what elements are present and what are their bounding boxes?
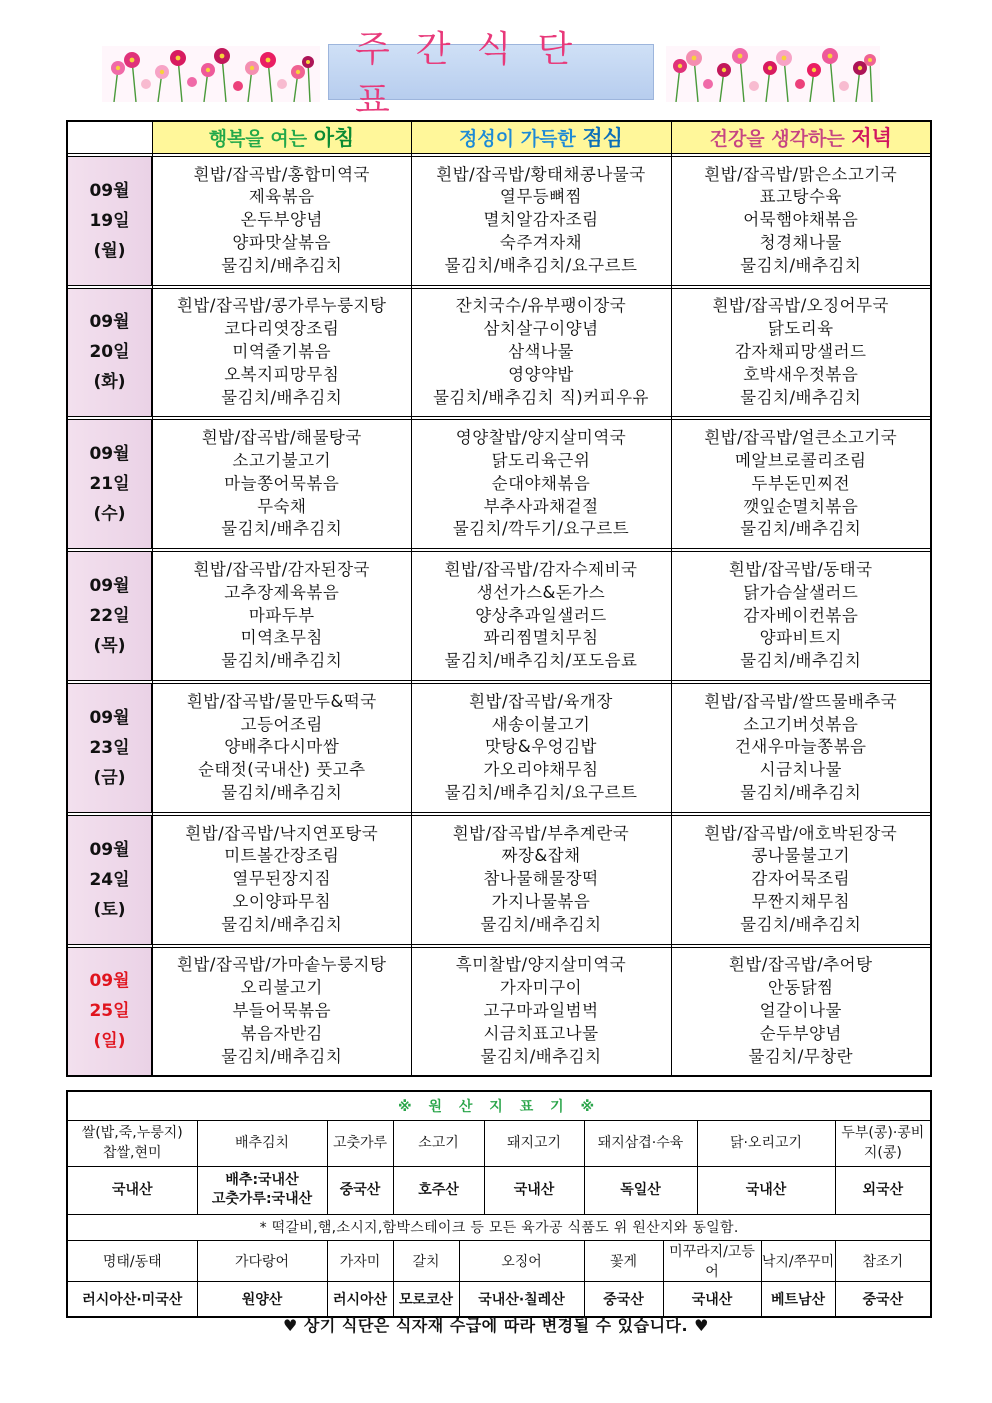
origin-head-pork-belly: 돼지삼겹·수육: [584, 1120, 697, 1166]
menu-item: 물김치/깍두기/요구르트: [452, 519, 630, 539]
dinner-cell: [671, 288, 931, 417]
day-label: [67, 947, 152, 1076]
menu-item: 양상추과일샐러드: [475, 605, 607, 625]
menu-item: 미역줄기볶음: [232, 342, 332, 362]
day-month: 09월: [89, 839, 130, 860]
menu-item: 참나물해물장떡: [483, 869, 599, 889]
menu-item: 오이양파무침: [232, 892, 332, 912]
origin-val-rice: 국내산: [67, 1166, 197, 1214]
origin-head-tofu: 두부(콩)·콩비지(콩): [835, 1120, 931, 1166]
menu-item: 무짠지채무침: [751, 892, 851, 912]
day-date: 21일: [89, 474, 130, 495]
menu-item: 고구마과일범벅: [483, 1000, 599, 1020]
menu-item: 물김치/배추김치/포도음료: [444, 651, 638, 671]
menu-item: 마파두부: [248, 605, 315, 625]
menu-item: 영양찰밥/양지살미역국: [455, 428, 627, 448]
menu-item: 흰밥/잡곡밥/육개장: [469, 691, 613, 711]
origin-head-loach: 미꾸라지/고등어: [663, 1240, 761, 1281]
menu-item: 흰밥/잡곡밥/오징어무국: [712, 296, 889, 316]
origin-val-octopus: 베트남산: [761, 1281, 835, 1317]
dinner-cell: [671, 684, 931, 813]
origin-val-bonito: 원양산: [197, 1281, 327, 1317]
menu-item: 새송이불고기: [491, 714, 591, 734]
page-title: 주간식단표: [355, 29, 599, 121]
lunch-cell: [411, 684, 671, 813]
menu-item: 닭도리육근위: [491, 451, 591, 471]
menu-item: 고추장제육볶음: [224, 582, 340, 602]
menu-item: 삼치살구이양념: [483, 319, 599, 339]
menu-item: 감자채피망샐러드: [734, 342, 867, 362]
day-date: 23일: [89, 737, 130, 758]
dinner-cell: [671, 947, 931, 1076]
menu-item: 두부돈민찌전: [751, 473, 851, 493]
menu-item: 미트볼간장조림: [224, 846, 340, 866]
dinner-cell: [671, 815, 931, 944]
origin-val-poultry: 국내산: [697, 1166, 835, 1214]
lunch-cell: [411, 947, 671, 1076]
day-weekday: (화): [93, 372, 126, 393]
menu-item: 열무된장지짐: [232, 869, 332, 889]
origin-head-beef: 소고기: [393, 1120, 484, 1166]
breakfast-cell: [152, 815, 411, 944]
menu-item: 제육볶음: [248, 187, 315, 207]
origin-val-pepper: 중국산: [327, 1166, 393, 1214]
menu-item: 삼색나물: [508, 342, 574, 362]
origin-val-flounder: 러시아산: [327, 1281, 393, 1317]
menu-item: 온두부양념: [240, 210, 323, 230]
breakfast-cell: [152, 156, 411, 285]
menu-item: 순두부양념: [759, 1023, 842, 1043]
menu-item: 흰밥/잡곡밥/물만두&떡국: [186, 691, 377, 711]
menu-item: 잔치국수/유부팽이장국: [455, 296, 627, 316]
menu-item: 물김치/배추김치: [740, 651, 862, 671]
menu-item: 닭가슴살샐러드: [743, 582, 859, 602]
menu-item: 물김치/배추김치: [740, 387, 862, 407]
menu-item: 표고탕수육: [759, 187, 842, 207]
day-month: 09월: [89, 180, 130, 201]
origin-value-row-1: [67, 1166, 931, 1214]
menu-item: 물김치/배추김치: [221, 387, 343, 407]
lunch-cell: [411, 288, 671, 417]
menu-item: 미역초무침: [240, 628, 323, 648]
menu-item: 물김치/배추김치: [221, 914, 343, 934]
menu-item: 물김치/배추김치: [740, 255, 862, 275]
menu-item: 양파비트지: [759, 628, 842, 648]
menu-item: 볶음자반김: [240, 1023, 323, 1043]
menu-item: 물김치/배추김치/요구르트: [444, 255, 638, 275]
header-blank-cell: [67, 121, 152, 153]
menu-item: 감자어묵조림: [751, 869, 851, 889]
day-weekday: (수): [93, 504, 126, 525]
menu-item: 물김치/무창란: [748, 1046, 854, 1066]
menu-item: 가오리야채무침: [483, 760, 599, 780]
flower-decoration-left-icon: [102, 46, 320, 102]
day-row: [67, 288, 931, 417]
menu-item: 흰밥/잡곡밥/감자된장국: [193, 560, 370, 580]
menu-item: 흰밥/잡곡밥/콩가루누룽지탕: [177, 296, 387, 316]
menu-item: 부들어묵볶음: [232, 1000, 332, 1020]
menu-item: 가지나물볶음: [491, 892, 591, 912]
menu-item: 흰밥/잡곡밥/해물탕국: [201, 428, 362, 448]
origin-val-tofu: 외국산: [835, 1166, 931, 1214]
menu-item: 숙주겨자채: [499, 233, 583, 253]
day-weekday: (금): [93, 767, 126, 788]
menu-item: 오복지피망무침: [224, 364, 340, 384]
menu-item: 흑미찰밥/양지살미역국: [455, 955, 627, 975]
lunch-cell: [411, 420, 671, 549]
origin-head-row-2: [67, 1240, 931, 1281]
lunch-cell: [411, 815, 671, 944]
menu-item: 마늘쫑어묵볶음: [224, 473, 340, 493]
origin-val-pork: 국내산: [484, 1166, 584, 1214]
menu-item: 순대야채볶음: [491, 473, 591, 493]
menu-item: 흰밥/잡곡밥/황태채콩나물국: [436, 164, 646, 184]
menu-item: 얼갈이나물: [759, 1000, 842, 1020]
day-row: [67, 815, 931, 944]
menu-item: 흰밥/잡곡밥/낙지연포탕국: [185, 823, 379, 843]
menu-item: 물김치/배추김치: [740, 914, 862, 934]
menu-item: 물김치/배추김치: [221, 519, 343, 539]
dinner-cell: [671, 552, 931, 681]
menu-item: 호박새우젓볶음: [743, 364, 859, 384]
menu-item: 물김치/배추김치 직)커피우유: [432, 387, 649, 407]
menu-item: 물김치/배추김치: [740, 519, 862, 539]
menu-item: 양파맛살볶음: [232, 233, 332, 253]
origin-val-loach: 국내산: [663, 1281, 761, 1317]
menu-item: 흰밥/잡곡밥/얼큰소고기국: [704, 428, 898, 448]
menu-item: 영양약밥: [508, 364, 574, 384]
day-date: 19일: [89, 210, 130, 231]
breakfast-cell: [152, 947, 411, 1076]
header-breakfast: 행복을 여는 아침: [152, 121, 411, 153]
origin-value-row-2: [67, 1281, 931, 1317]
origin-head-flounder: 가자미: [327, 1240, 393, 1281]
menu-item: 가자미구이: [499, 978, 583, 998]
lunch-cell: [411, 156, 671, 285]
menu-item: 깻잎순멸치볶음: [743, 496, 859, 516]
origin-val-hairtail: 모로코산: [393, 1281, 459, 1317]
day-row: [67, 552, 931, 681]
menu-item: 물김치/배추김치: [480, 914, 602, 934]
day-label: [67, 684, 152, 813]
dinner-cell: [671, 420, 931, 549]
origin-val-beef: 호주산: [393, 1166, 484, 1214]
origin-table: [66, 1090, 932, 1318]
origin-val-squid: 국내산·칠레산: [459, 1281, 584, 1317]
menu-item: 흰밥/잡곡밥/감자수제비국: [444, 560, 638, 580]
day-date: 25일: [89, 1001, 130, 1022]
menu-item: 안동닭찜: [767, 978, 834, 998]
footer-note: ♥ 상기 식단은 식자재 수급에 따라 변경될 수 있습니다. ♥: [283, 1316, 709, 1335]
menu-item: 물김치/배추김치: [221, 651, 343, 671]
header-dinner: 건강을 생각하는 저녁: [671, 121, 931, 153]
menu-item: 멸치알감자조림: [483, 210, 599, 230]
origin-head-pepper: 고춧가루: [327, 1120, 393, 1166]
menu-item: 오리불고기: [240, 978, 323, 998]
header-lunch: 정성이 가득한 점심: [411, 121, 671, 153]
menu-item: 고등어조림: [240, 714, 323, 734]
day-month: 09월: [89, 312, 130, 333]
day-month: 09월: [89, 444, 130, 465]
day-month: 09월: [89, 576, 130, 597]
origin-head-kimchi: 배추김치: [197, 1120, 327, 1166]
menu-item: 물김치/배추김치: [221, 1046, 343, 1066]
menu-item: 생선가스&돈가스: [476, 582, 606, 602]
day-row: [67, 947, 931, 1076]
menu-item: 짜장&잡채: [501, 846, 581, 866]
day-label: [67, 552, 152, 681]
menu-item: 메알브로콜리조림: [734, 451, 867, 471]
menu-item: 감자베이컨볶음: [743, 605, 859, 625]
weekly-menu-table: [66, 120, 932, 1077]
origin-head-pollock: 명태/동태: [67, 1240, 197, 1281]
title-banner: [328, 29, 654, 121]
menu-item: 양배추다시마쌈: [224, 737, 340, 757]
lunch-cell: [411, 552, 671, 681]
breakfast-cell: [152, 420, 411, 549]
day-row: [67, 156, 931, 285]
day-row: [67, 420, 931, 549]
breakfast-cell: [152, 288, 411, 417]
origin-head-row-1: [67, 1120, 931, 1166]
menu-item: 어묵햄야채볶음: [743, 210, 859, 230]
menu-item: 소고기불고기: [232, 451, 332, 471]
menu-item: 흰밥/잡곡밥/부추계란국: [452, 823, 630, 843]
day-month: 09월: [89, 707, 130, 728]
day-weekday: (월): [93, 240, 126, 261]
origin-note: * 떡갈비,햄,소시지,함박스테이크 등 모든 육가공 식품도 위 원산지와 동일함.: [67, 1214, 931, 1240]
day-label: [67, 288, 152, 417]
origin-val-pork-belly: 독일산: [584, 1166, 697, 1214]
origin-head-rice: 쌀(밥,죽,누룽지) 찹쌀,현미: [67, 1120, 197, 1166]
day-weekday: (토): [93, 899, 126, 920]
breakfast-cell: [152, 552, 411, 681]
origin-head-croaker: 참조기: [835, 1240, 931, 1281]
breakfast-cell: [152, 684, 411, 813]
menu-header-row: [67, 121, 931, 153]
menu-item: 청경채나물: [759, 233, 842, 253]
menu-item: 닭도리육: [767, 319, 834, 339]
menu-item: 콩나물불고기: [751, 846, 851, 866]
menu-item: 물김치/배추김치/요구르트: [444, 783, 638, 803]
menu-item: 흰밥/잡곡밥/추어탕: [728, 955, 873, 975]
day-weekday: (목): [93, 636, 126, 657]
day-date: 20일: [89, 342, 130, 363]
menu-item: 물김치/배추김치: [221, 783, 343, 803]
menu-item: 시금치나물: [759, 760, 842, 780]
menu-item: 코다리엿장조림: [224, 319, 340, 339]
day-label: [67, 420, 152, 549]
menu-item: 물김치/배추김치: [480, 1046, 602, 1066]
origin-head-crab: 꽃게: [584, 1240, 663, 1281]
menu-item: 흰밥/잡곡밥/동태국: [728, 560, 873, 580]
origin-head-pork: 돼지고기: [484, 1120, 584, 1166]
menu-item: 무숙채: [257, 496, 307, 516]
menu-item: 시금치표고나물: [483, 1023, 599, 1043]
menu-item: 흰밥/잡곡밥/홍합미역국: [193, 164, 370, 184]
menu-body: [67, 153, 931, 1076]
menu-item: 소고기버섯볶음: [743, 714, 859, 734]
menu-item: 열무등뼈찜: [499, 187, 583, 207]
day-label: [67, 815, 152, 944]
menu-item: 물김치/배추김치: [740, 783, 862, 803]
origin-title: ※ 원 산 지 표 기 ※: [67, 1091, 931, 1120]
menu-item: 흰밥/잡곡밥/애호박된장국: [704, 823, 898, 843]
menu-item: 맛탕&우엉김밥: [484, 737, 597, 757]
title-area: [0, 29, 992, 121]
origin-val-pollock: 러시아산·미국산: [67, 1281, 197, 1317]
origin-head-squid: 오징어: [459, 1240, 584, 1281]
flower-decoration-right-icon: [666, 46, 880, 102]
menu-item: 물김치/배추김치: [221, 255, 343, 275]
menu-item: 흰밥/잡곡밥/맑은소고기국: [704, 164, 898, 184]
menu-item: 흰밥/잡곡밥/쌀뜨물배추국: [704, 691, 898, 711]
menu-item: 순태젓(국내산) 풋고추: [197, 760, 366, 780]
origin-head-hairtail: 갈치: [393, 1240, 459, 1281]
origin-head-bonito: 가다랑어: [197, 1240, 327, 1281]
day-date: 24일: [89, 869, 130, 890]
origin-val-kimchi: 배추:국내산 고춧가루:국내산: [197, 1166, 327, 1214]
day-month: 09월: [89, 971, 130, 992]
origin-head-poultry: 닭·오리고기: [697, 1120, 835, 1166]
menu-item: 흰밥/잡곡밥/가마솥누룽지탕: [177, 955, 387, 975]
origin-val-crab: 중국산: [584, 1281, 663, 1317]
day-label: [67, 156, 152, 285]
day-weekday: (일): [93, 1031, 126, 1052]
day-date: 22일: [89, 606, 130, 627]
day-row: [67, 684, 931, 813]
menu-item: 부추사과채겉절: [483, 496, 599, 516]
origin-val-croaker: 중국산: [835, 1281, 931, 1317]
menu-item: 건새우마늘쫑볶음: [734, 737, 867, 757]
origin-head-octopus: 낙지/쭈꾸미: [761, 1240, 835, 1281]
dinner-cell: [671, 156, 931, 285]
menu-item: 꽈리찜멸치무침: [483, 628, 599, 648]
